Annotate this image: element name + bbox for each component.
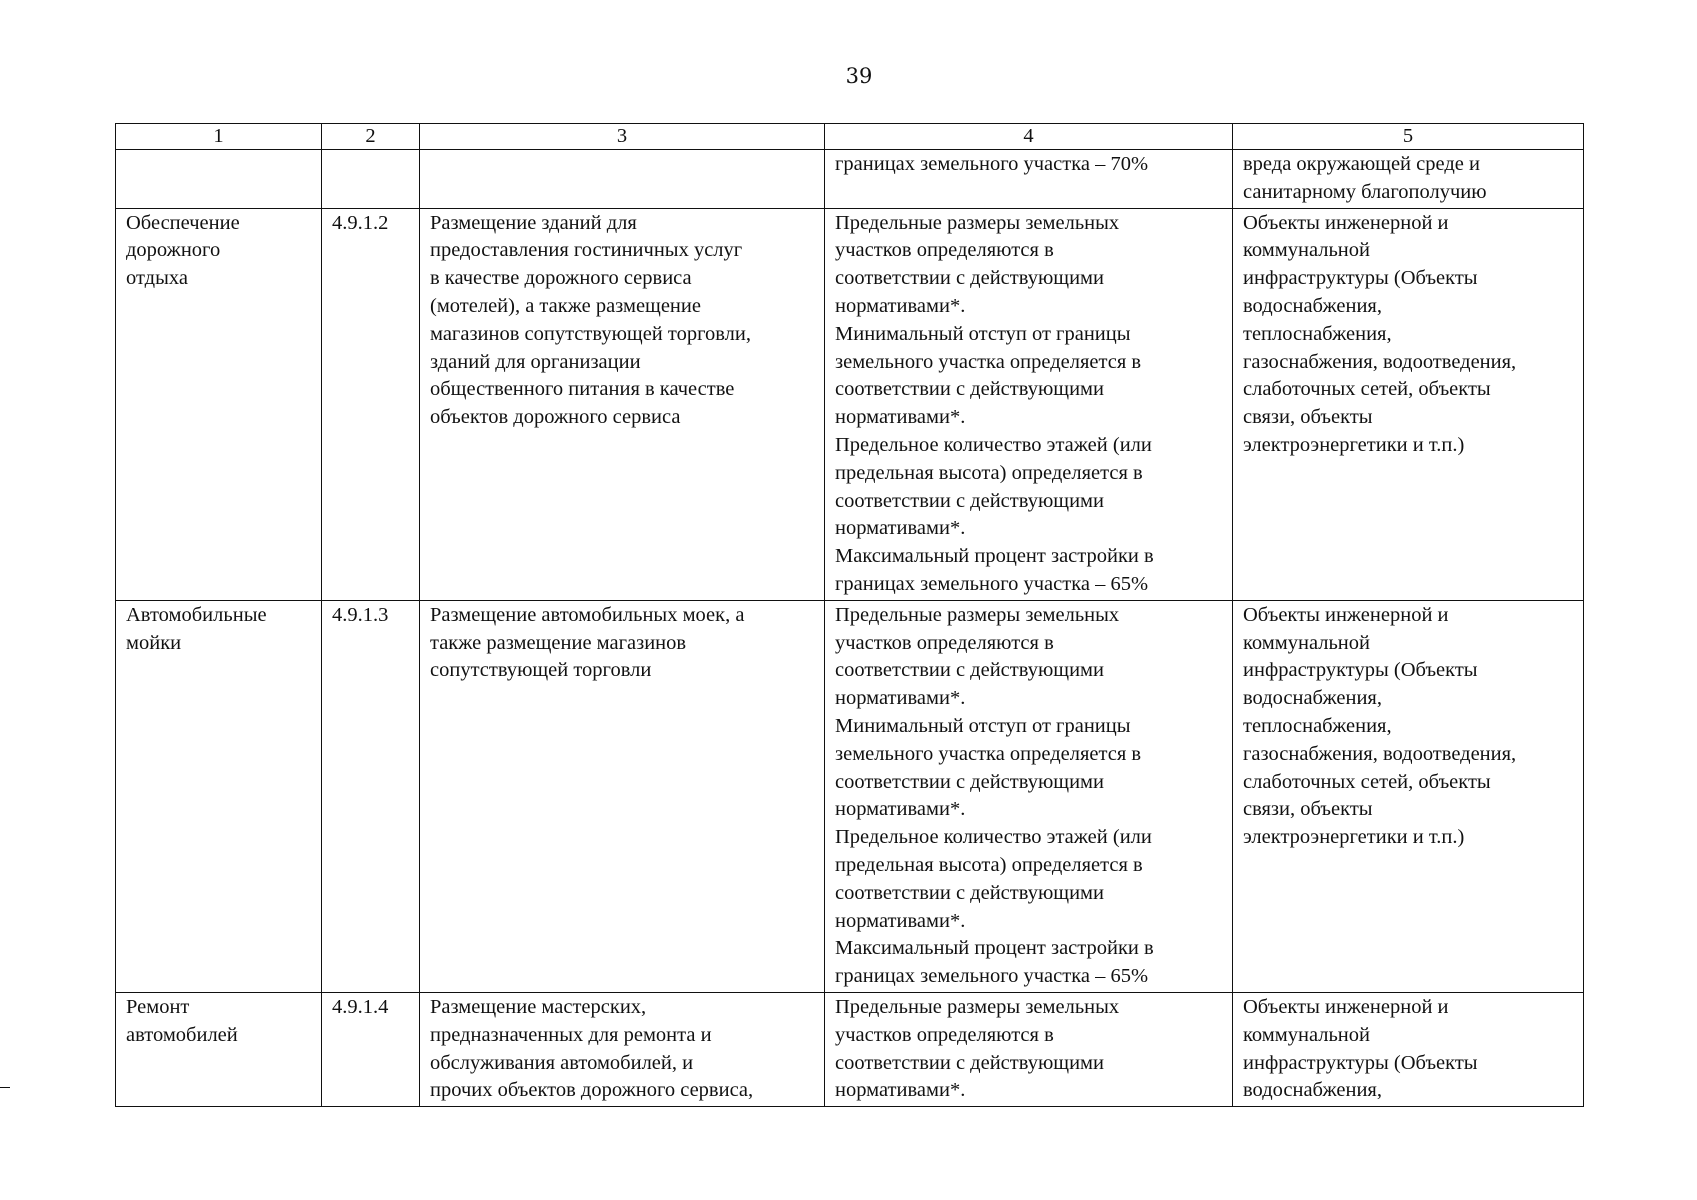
table-row bbox=[116, 992, 1584, 1106]
use-code-cell: 4.9.1.3 bbox=[322, 600, 420, 992]
parameters-cell: Предельные размеры земельных участков определяются в соответствии с действующими нормативами*. Минимальный отступ от границы земельного участка определяется в соответствии с действующими нормативами*. Предельное количество этажей (или предельная высота) определяется в соответствии с действующими нормативами*. Максимальный процент застройки в границах земельного участка – 65% bbox=[825, 208, 1233, 600]
use-description-cell: Размещение зданий для предоставления гостиничных услуг в качестве дорожного сервиса (мотелей), а также размещение магазинов сопутствующей торговли, зданий для организации общественного питания в качестве объектов дорожного сервиса bbox=[420, 208, 825, 600]
auxiliary-uses-cell: Объекты инженерной и коммунальной инфраструктуры (Объекты водоснабжения, теплоснабжения, газоснабжения, водоотведения, слаботочных сетей, объекты связи, объекты электроэнергетики и т.п.) bbox=[1233, 600, 1584, 992]
use-description-cell: Размещение мастерских, предназначенных для ремонта и обслуживания автомобилей, и прочих объектов дорожного сервиса, bbox=[420, 992, 825, 1106]
header-cell-5: 5 bbox=[1233, 124, 1584, 150]
table-row bbox=[116, 600, 1584, 992]
parameters-cell: границах земельного участка – 70% bbox=[825, 150, 1233, 209]
table-header-row bbox=[116, 124, 1584, 150]
use-code-cell bbox=[322, 150, 420, 209]
margin-tick-mark bbox=[0, 1087, 10, 1088]
table-row bbox=[116, 150, 1584, 209]
use-name-cell: Автомобильные мойки bbox=[116, 600, 322, 992]
use-description-cell: Размещение автомобильных моек, а также размещение магазинов сопутствующей торговли bbox=[420, 600, 825, 992]
land-use-table bbox=[115, 123, 1584, 1107]
use-name-cell bbox=[116, 150, 322, 209]
use-description-cell bbox=[420, 150, 825, 209]
header-cell-2: 2 bbox=[322, 124, 420, 150]
use-code-cell: 4.9.1.2 bbox=[322, 208, 420, 600]
header-cell-3: 3 bbox=[420, 124, 825, 150]
auxiliary-uses-cell: Объекты инженерной и коммунальной инфраструктуры (Объекты водоснабжения, bbox=[1233, 992, 1584, 1106]
header-cell-1: 1 bbox=[116, 124, 322, 150]
auxiliary-uses-cell: Объекты инженерной и коммунальной инфраструктуры (Объекты водоснабжения, теплоснабжения, газоснабжения, водоотведения, слаботочных сетей, объекты связи, объекты электроэнергетики и т.п.) bbox=[1233, 208, 1584, 600]
page-number: 39 bbox=[845, 64, 873, 88]
use-code-cell: 4.9.1.4 bbox=[322, 992, 420, 1106]
auxiliary-uses-cell: вреда окружающей среде и санитарному благополучию bbox=[1233, 150, 1584, 209]
header-cell-4: 4 bbox=[825, 124, 1233, 150]
use-name-cell: Ремонт автомобилей bbox=[116, 992, 322, 1106]
table-row bbox=[116, 208, 1584, 600]
parameters-cell: Предельные размеры земельных участков определяются в соответствии с действующими нормативами*. bbox=[825, 992, 1233, 1106]
use-name-cell: Обеспечение дорожного отдыха bbox=[116, 208, 322, 600]
parameters-cell: Предельные размеры земельных участков определяются в соответствии с действующими нормативами*. Минимальный отступ от границы земельного участка определяется в соответствии с действующими нормативами*. Предельное количество этажей (или предельная высота) определяется в соответствии с действующими нормативами*. Максимальный процент застройки в границах земельного участка – 65% bbox=[825, 600, 1233, 992]
